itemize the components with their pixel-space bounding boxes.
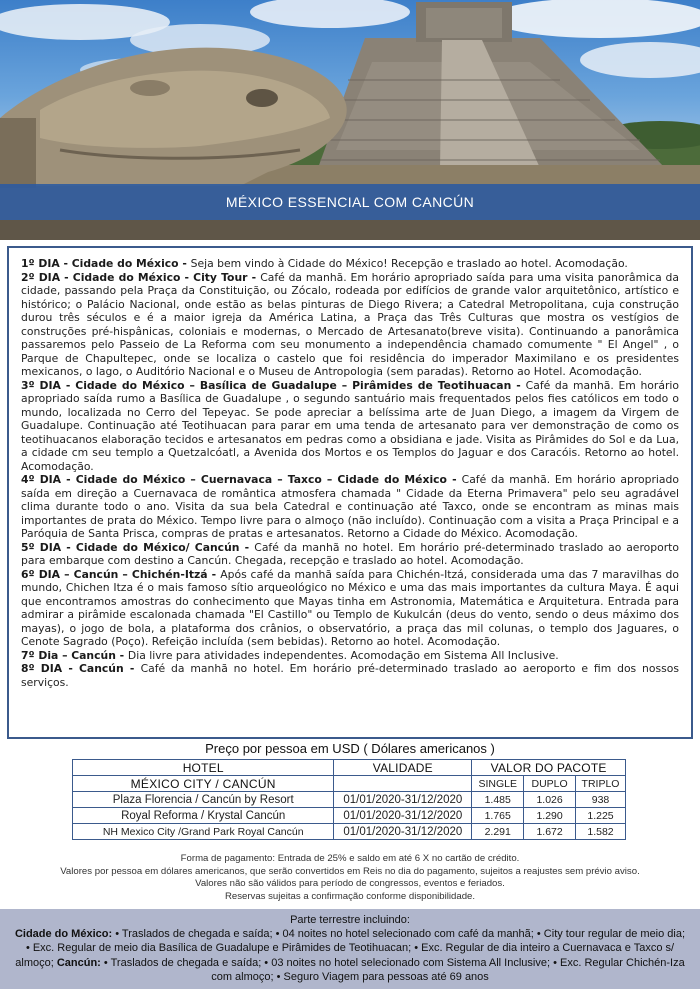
price-table [72,759,626,840]
day-label: 6º DIA – Cancún – Chichén-Itzá - [21,567,221,581]
day-label: 2º DIA - Cidade do México - City Tour - [21,270,261,284]
itinerary-day-5 [21,541,679,568]
day-label: 7º Dia – Cancún - [21,648,128,662]
hotel-name: Royal Reforma / Krystal Cancún [73,808,334,824]
note-line: Reservas sujeitas a confirmação conforme disponibilidade. [224,890,476,902]
col-header-package: VALOR DO PACOTE [472,760,626,776]
day-text: Seja bem vindo à Cidade do México! Recepção e traslado ao hotel. Acomodação. [190,257,628,270]
price-single: 1.765 [472,808,524,824]
itinerary-day-1 [21,257,679,271]
hero-photo [0,0,700,240]
note-line: Valores não são válidos para período de congressos, eventos e feriados. [195,878,505,890]
itinerary-day-7 [21,649,679,663]
day-label: 1º DIA - Cidade do México - [21,257,191,270]
page-title: MÉXICO ESSENCIAL COM CANCÚN [225,194,475,210]
price-triple: 1.225 [576,808,626,824]
inclusions-text [14,927,686,984]
table-header-row [73,760,626,776]
table-row [73,808,626,824]
price-double: 1.026 [524,792,576,808]
day-text: Café da manhã. Em horário apropriado saída para uma visita panorâmica da cidade, passando pela Praça da Constituição, ou Zócalo, rodeada por edifícios de grande valor arquitetônico, artístico e histórico; o Palácio Nacional, onde estão as belas pinturas de Diego Rivera; a Catedral Metropolitana, cuja construção durou três séculos e é a maior igreja da América Latina, a Praça das Três Culturas que mostra os vestígios de construções pré-hispânicas, coloniais e modernas, o Mercado de Artesanato(breve visita). Continuando a panorâmica passaremos pelo Passeio de La Reforma com seu monumento a independência chamado comumente " El Angel" , o Parque de Chapultepec, onde se localiza o castelo que foi residência do imperador Maximilano e os presidentes mexicanos, o lago, o Auditório Nacional e o Museu de Antropologia (sem paradas). Retorno ao Hotel. Acomodação. [21,270,679,378]
inclusions-heading: Parte terrestre incluindo: [290,914,410,926]
day-text: Café da manhã no hotel. Em horário pré-determinado traslado ao aeroporto para embarque com destino a Cancún. Chegada, recepção e traslado ao hotel. Acomodação. [21,540,679,567]
col-header-single: SINGLE [472,776,524,792]
itinerary-day-4 [21,473,679,541]
day-label: 3º DIA - Cidade do México – Basílica de Guadalupe – Pirâmides de Teotihuacan - [21,378,526,392]
price-single: 2.291 [472,824,524,840]
hotel-name: NH Mexico City /Grand Park Royal Cancún [73,824,334,840]
empty-cell [334,776,472,792]
hotel-name: Plaza Florencia / Cancún by Resort [73,792,334,808]
day-label: 5º DIA - Cidade do México/ Cancún - [21,540,255,554]
price-double: 1.672 [524,824,576,840]
itinerary-day-6 [21,568,679,649]
itinerary-day-8 [21,662,679,689]
day-text: Café da manhã no hotel. Em horário pré-determinado traslado ao aeroporto e fim dos nossos serviços. [21,662,679,689]
title-banner [0,184,700,220]
cancun-label: Cancún: [56,956,101,969]
mexico-label: Cidade do México: [14,928,113,941]
price-single: 1.485 [472,792,524,808]
day-text: Após café da manhã saída para Chichén-Itzá, considerada uma das 7 maravilhas do mundo, Chichen Itza é o mais famoso sítio arqueológico no México e uma das mais importantes da cultura Maya. É aqui que encontramos amostras do conhecimento que Mayas tinha em Astronomia, Matemática e Arquitetura. Entrada para admirar a pirâmide escalonada chamada "El Castillo" ou Templo de Kukulcán (deus do vento, sendo o deus máximo dos mayas), o jogo de bola, a plataforma dos crânios, o observatório, a praça das mil colunas, o templo dos Jaguares, o Cenote Sagrado (Poço). Refeição incluída (sem bebidas). Retorno ao hotel. Acomodação. [21,567,679,648]
validity: 01/01/2020-31/12/2020 [334,808,472,824]
price-triple: 938 [576,792,626,808]
note-line: Valores por pessoa em dólares americanos, que serão convertidos em Reis no dia do pagamento, sujeitos a reajustes sem prévio aviso. [60,865,640,877]
mexico-inclusions: • Traslados de chegada e saída; • 04 noites no hotel selecionado com café da manhã; • City tour regular de meio dia; • Exc. Regular de meio dia Basílica de Guadalupe e Pirâmides de Teotihuacan; • Exc. Regular de dia inteiro a Cuernavaca e Taxco s/ almoço; [15,928,686,969]
table-row [73,824,626,840]
day-text: Café da manhã. Em horário apropriado saída rumo a Basílica de Guadalupe , o segundo santuário mais frequentados pelos fies católicos em todo o mundo, localizada no Cerro del Tepeyac. Se pode apreciar a belíssima arte de Juan Diego, a imagem da Virgem de Guadalupe. Continuação até Teotihuacan para parar em uma tenda de artesanato para ver demonstração de como os teotihuacanos elaboração tecidos e artesanatos em pedras como a obsidiana e jade. Visita as Pirâmides do Sol e da Lua, a cidade cm seu templo a Quetzalcóatl, a Avenida dos Mortos e os Templos do Jaguar e dos Caracóis. Retorno ao hotel. Acomodação. [21,378,679,473]
price-triple: 1.582 [576,824,626,840]
cancun-inclusions: • Traslados de chegada e saída; • 03 noites no hotel selecionado com Sistema All Inclusive; • Exc. Regular Chichén-Iza com almoço; • Seguro Viagem para pessoas até 69 anos [100,956,685,983]
itinerary-day-3 [21,379,679,474]
table-row [73,792,626,808]
day-label: 4º DIA - Cidade do México – Cuernavaca – Taxco – Cidade do México - [21,473,462,486]
payment-notes [0,853,700,903]
col-header-validity: VALIDADE [334,760,472,776]
col-header-triple: TRIPLO [576,776,626,792]
group-label: MÉXICO CITY / CANCÚN [73,776,334,792]
day-text: Café da manhã. Em horário apropriado saída em direção a Cuernavaca de romântica atmosfera chamada " Cidade da Eterna Primavera" pelo seu agradável clima durante todo o ano. Visita da sua bela Catedral e continuação até Taxco, onde se encontram as minas mais importantes de prata do México. Tempo livre para o almoço (não incluído). Continuação com a visita a Praça Principal e a Paróquia de Santa Prisca, compras de pratas e artesanatos. Retorno a Cidade do México. Acomodação. [21,473,679,540]
price-double: 1.290 [524,808,576,824]
inclusions-footer [0,909,700,989]
day-label: 8º DIA - Cancún - [21,662,141,675]
itinerary-box [7,246,693,739]
col-header-double: DUPLO [524,776,576,792]
table-subheader-row [73,776,626,792]
col-header-hotel: HOTEL [73,760,334,776]
price-heading: Preço por pessoa em USD ( Dólares americanos ) [205,741,495,756]
itinerary-day-2 [21,271,679,379]
validity: 01/01/2020-31/12/2020 [334,792,472,808]
validity: 01/01/2020-31/12/2020 [334,824,472,840]
day-text: Dia livre para atividades independentes. Acomodação em Sistema All Inclusive. [127,648,559,662]
note-line: Forma de pagamento: Entrada de 25% e saldo em até 6 X no cartão de crédito. [180,853,520,864]
